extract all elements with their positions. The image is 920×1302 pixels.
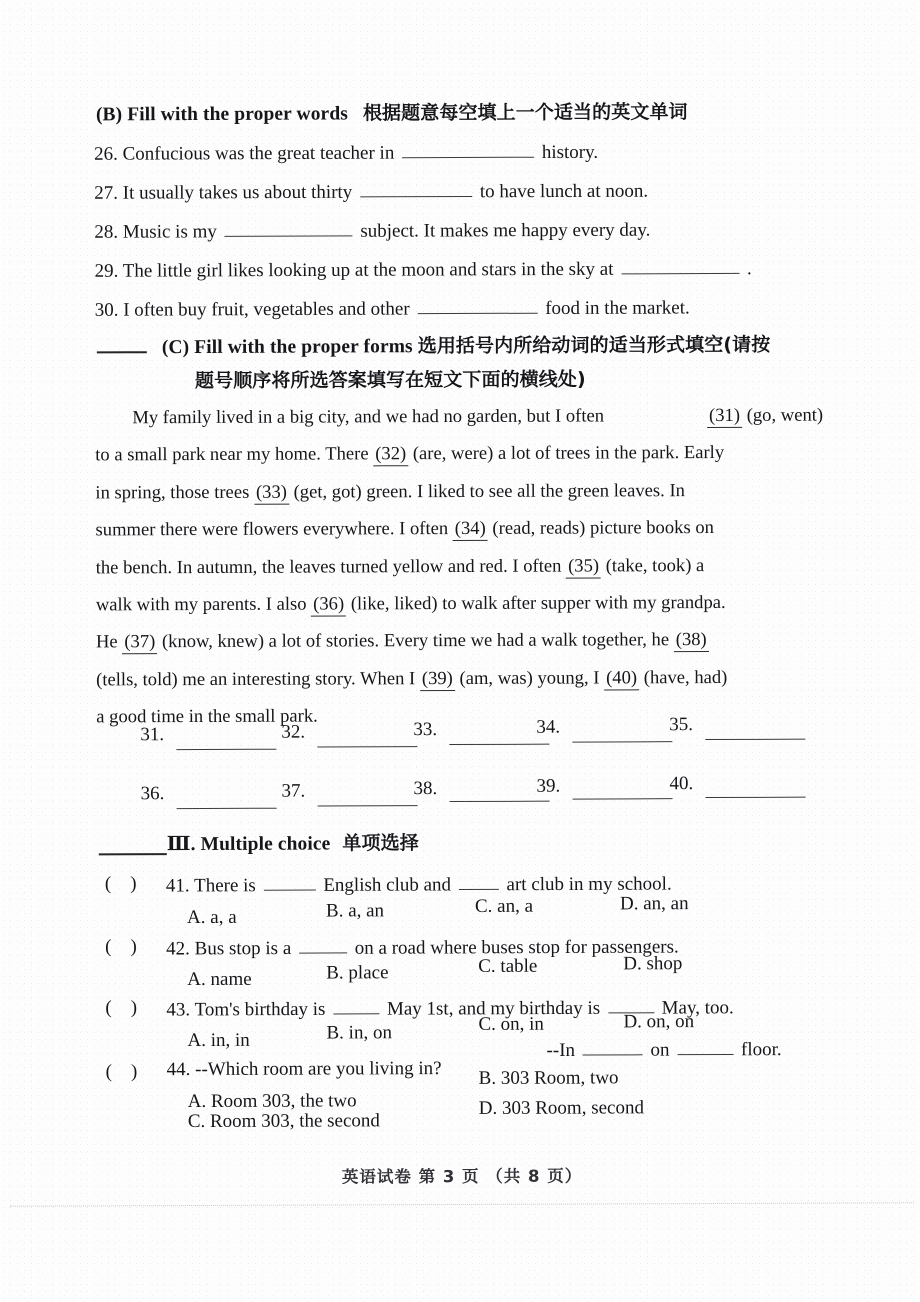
passage-line-5-c: (take, took) a: [600, 554, 705, 577]
answer-number-39: 39.: [536, 775, 561, 797]
question-28: [94, 215, 650, 244]
passage-line-2-c: (are, were) a lot of trees in the park. Early: [408, 442, 725, 465]
answer-blank-32[interactable]: [317, 746, 417, 747]
question-29-text-before: The little girl likes looking up at the moon and stars in the sky at: [122, 258, 614, 282]
question-41-stem-c: English club and: [323, 874, 456, 896]
question-41-blank-1[interactable]: [264, 871, 316, 892]
question-44-answer-box[interactable]: ( ): [105, 1061, 138, 1083]
passage-line-1-a: My family lived in a big city, and we had no garden, but I often: [95, 405, 609, 429]
passage-line-6: [96, 584, 824, 624]
question-30-blank[interactable]: [417, 294, 537, 315]
question-42-stem: [166, 932, 679, 960]
cloze-blank-39[interactable]: (39): [420, 668, 455, 691]
question-42-stem-c: on a road where buses stop for passengers.: [354, 936, 679, 959]
page-footer: 英语试卷 第 3 页 （共 8 页）: [341, 1166, 583, 1187]
question-27-text-before: It usually takes us about thirty: [122, 181, 353, 204]
question-44-stem: [167, 1058, 442, 1081]
section-iii-score-blank[interactable]: [99, 853, 167, 855]
passage-line-8-c: (am, was) young, I: [454, 667, 605, 689]
question-43-blank-1[interactable]: [333, 994, 379, 1015]
question-41-stem-a: There is: [194, 875, 261, 897]
section-b-heading: [96, 97, 688, 126]
question-44-reply-in: --In: [546, 1039, 576, 1062]
passage-line-8-a: (tells, told) me an interesting story. When I: [96, 667, 420, 691]
passage-line-1: [95, 397, 823, 437]
question-44-option-d[interactable]: D. 303 Room, second: [478, 1097, 644, 1119]
question-44-option-b[interactable]: B. 303 Room, two: [478, 1067, 619, 1089]
answer-blank-38[interactable]: [450, 801, 550, 802]
question-41-option-a[interactable]: A. a, a: [186, 906, 237, 929]
question-41-option-d[interactable]: D. an, an: [619, 893, 689, 915]
question-41-option-c[interactable]: C. an, a: [474, 895, 534, 917]
question-43-option-d[interactable]: D. on, on: [623, 1011, 695, 1033]
passage-line-3: [95, 471, 823, 511]
question-28-number: 28.: [94, 221, 119, 243]
passage-line-4-a: summer there were flowers everywhere. I often: [95, 518, 453, 541]
passage-line-1-c: (go, went): [741, 404, 824, 426]
answer-blank-31[interactable]: [176, 749, 276, 750]
passage-line-6-a: walk with my parents. I also: [95, 593, 312, 616]
question-42-option-d[interactable]: D. shop: [623, 953, 683, 975]
question-27-number: 27.: [94, 182, 119, 204]
section-iii-label-en: Ⅲ. Multiple choice: [166, 833, 331, 856]
question-29-blank[interactable]: [621, 254, 739, 275]
section-c-heading: [162, 330, 771, 359]
question-44-reply-floor: floor.: [740, 1039, 782, 1061]
answer-number-33: 33.: [413, 719, 438, 741]
question-41-option-b[interactable]: B. a, an: [325, 900, 385, 922]
answer-number-34: 34.: [536, 716, 561, 738]
passage-line-7-a: He: [95, 631, 123, 653]
section-c-score-blank[interactable]: [97, 351, 147, 353]
answer-number-35: 35.: [669, 714, 694, 736]
cloze-blank-33[interactable]: (33): [254, 481, 289, 504]
question-44-stem-line1: --Which room are you living in?: [195, 1058, 442, 1081]
question-42-option-c[interactable]: C. table: [478, 955, 538, 977]
answer-number-36: 36.: [140, 783, 165, 805]
passage-line-8: [96, 658, 824, 698]
question-42-answer-box[interactable]: ( ): [105, 936, 137, 958]
question-28-text-after: subject. It makes me happy every day.: [360, 219, 651, 242]
question-26-number: 26.: [94, 143, 118, 165]
passage-line-5: [96, 546, 824, 586]
question-44-reply-on: on: [650, 1039, 670, 1061]
passage-line-5-a: the bench. In autumn, the leaves turned yellow and red. I often: [95, 555, 567, 578]
answer-blank-37[interactable]: [318, 805, 418, 806]
answer-blank-35[interactable]: [705, 739, 805, 740]
answer-blank-33[interactable]: [449, 744, 549, 745]
passage-line-4-c: (read, reads) picture books on: [487, 517, 714, 540]
section-b-label-en: (B) Fill with the proper words: [95, 103, 348, 126]
passage-line-8-e: (have, had): [639, 666, 728, 689]
passage-line-9-a: a good time in the small park.: [96, 705, 318, 728]
question-26: [94, 137, 598, 165]
answer-blank-34[interactable]: [572, 741, 672, 742]
question-44-number: 44.: [166, 1059, 191, 1081]
section-c-label-en: (C) Fill with the proper forms: [161, 336, 413, 359]
cloze-blank-32[interactable]: (32): [373, 444, 408, 467]
answer-number-40: 40.: [669, 773, 694, 795]
question-44-stem-line2: [546, 1035, 781, 1062]
question-30: [95, 293, 690, 322]
question-26-text-after: history.: [541, 141, 599, 164]
footer-divider: [10, 1202, 914, 1206]
answer-number-38: 38.: [413, 778, 438, 800]
question-43-stem-e: May, too.: [661, 997, 734, 1019]
passage-line-2: [95, 434, 823, 474]
question-44-option-c[interactable]: C. Room 303, the second: [187, 1110, 380, 1133]
cloze-blank-40[interactable]: (40): [604, 667, 639, 690]
section-c-label-cn-line1: 选用括号内所给动词的适当形式填空(请按: [417, 333, 771, 358]
cloze-blank-36[interactable]: (36): [311, 593, 346, 616]
question-43-stem-c: May 1st, and my birthday is: [386, 997, 605, 1020]
question-43-number: 43.: [166, 999, 191, 1021]
cloze-blank-34[interactable]: (34): [453, 518, 488, 541]
question-44-option-a[interactable]: A. Room 303, the two: [187, 1090, 357, 1113]
question-26-text-before: Confucious was the great teacher in: [122, 142, 395, 165]
question-41-stem-e: art club in my school.: [506, 873, 672, 896]
question-43-answer-box[interactable]: ( ): [105, 997, 138, 1019]
question-26-blank[interactable]: [402, 138, 534, 159]
answer-blank-39[interactable]: [573, 798, 673, 799]
cloze-passage: [95, 397, 824, 728]
question-29-text-after: .: [746, 258, 752, 280]
question-42-option-a[interactable]: A. name: [187, 968, 252, 991]
question-42-option-b[interactable]: B. place: [326, 962, 389, 984]
passage-line-3-c: (get, got) green. I liked to see all the green leaves. In: [288, 479, 685, 503]
question-41-number: 41.: [165, 875, 190, 897]
question-28-blank[interactable]: [225, 216, 353, 237]
answer-blank-40[interactable]: [706, 797, 806, 798]
question-42-stem-a: Bus stop is a: [194, 938, 297, 960]
question-27-text-after: to have lunch at noon.: [479, 180, 649, 203]
cloze-blank-35[interactable]: (35): [566, 555, 601, 578]
cloze-blank-38[interactable]: (38): [674, 629, 709, 652]
section-iii-heading: [167, 828, 419, 856]
question-43-option-c[interactable]: C. on, in: [478, 1013, 544, 1035]
question-44-blank-2[interactable]: [677, 1035, 733, 1056]
answer-blank-36[interactable]: [177, 808, 277, 809]
question-41-stem: [166, 869, 672, 897]
question-41-blank-2[interactable]: [459, 870, 499, 891]
section-c-label-cn-line2: 题号顺序将所选答案填写在短文下面的横线处): [194, 368, 586, 393]
passage-line-7-c: (know, knew) a lot of stories. Every time we had a walk together, he: [157, 629, 674, 653]
question-43-option-b[interactable]: B. in, on: [326, 1022, 392, 1044]
question-41-answer-box[interactable]: ( ): [104, 873, 137, 895]
question-27: [94, 176, 648, 205]
question-29: [94, 254, 751, 283]
question-43-option-a[interactable]: A. in, in: [187, 1029, 250, 1052]
question-42-number: 42.: [166, 938, 190, 960]
answer-number-31: 31.: [140, 724, 165, 746]
cloze-blank-31[interactable]: (31): [707, 405, 742, 428]
section-b-label-cn: 根据题意每空填上一个适当的英文单词: [362, 101, 688, 125]
question-43-stem-a: Tom's birthday is: [194, 998, 326, 1021]
question-29-number: 29.: [94, 260, 119, 282]
passage-line-4: [95, 509, 823, 549]
passage-line-9: [96, 696, 824, 736]
cloze-blank-37[interactable]: (37): [122, 632, 157, 655]
answer-number-37: 37.: [281, 780, 306, 802]
answer-number-32: 32.: [281, 721, 306, 743]
section-iii-label-cn: 单项选择: [342, 832, 419, 855]
question-30-text-after: food in the market.: [545, 297, 690, 320]
question-44-blank-1[interactable]: [583, 1035, 643, 1056]
passage-line-2-a: to a small park near my home. There: [95, 443, 374, 466]
question-30-number: 30.: [94, 299, 119, 321]
question-30-text-before: I often buy fruit, vegetables and other: [123, 298, 410, 321]
passage-line-7: [96, 621, 824, 661]
question-27-blank[interactable]: [360, 177, 472, 198]
passage-line-3-a: in spring, those trees: [95, 481, 254, 504]
question-28-text-before: Music is my: [122, 221, 217, 243]
passage-line-6-c: (like, liked) to walk after supper with my grandpa.: [346, 591, 726, 615]
question-42-blank-1[interactable]: [299, 933, 347, 954]
